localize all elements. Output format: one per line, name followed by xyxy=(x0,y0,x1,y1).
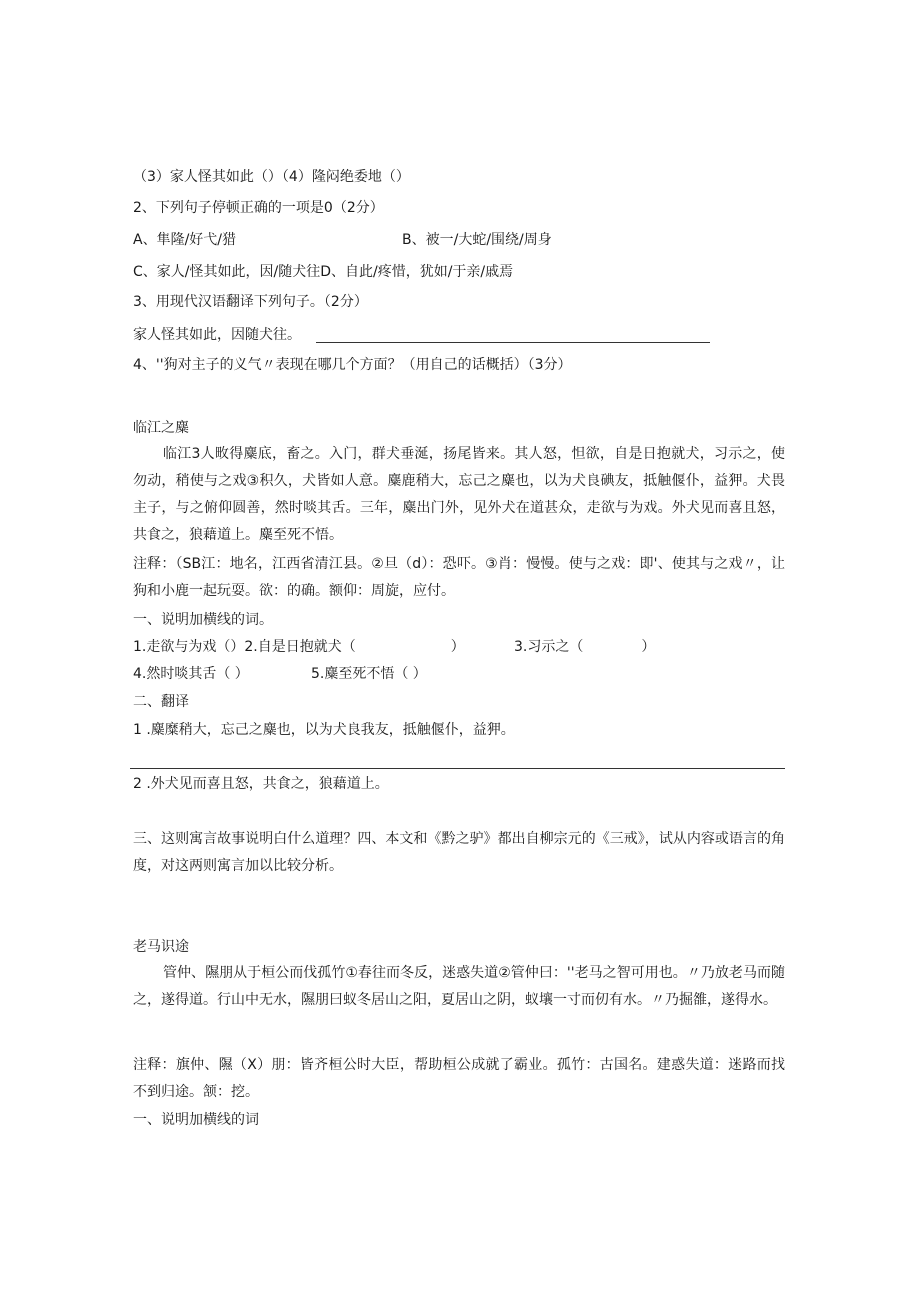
annotation-linjiang: 注释：（SB江：地名，江西省清江县。②旦（d）：恐吓。③肖：慢慢。使与之戏：即'、使其与之戏〃，让狗和小鹿一起玩耍。欲：的确。额仰：周旋，应付。 xyxy=(133,556,785,599)
question-2-option-b: B、被一/大蛇/围绕/周身 xyxy=(402,232,552,248)
part1-heading-laoma: 一、说明加横线的词 xyxy=(133,1112,259,1128)
question-3-prompt: 3、用现代汉语翻译下列句子。（2分） xyxy=(133,294,368,310)
vocab-item-3-close: ） xyxy=(641,639,656,655)
question-2-prompt: 2、下列句子停顿正确的一项是0（2分） xyxy=(133,200,384,216)
vocab-item-2-close: ） xyxy=(450,639,465,655)
questions-3-4: 三、这则寓言故事说明白什么道理？四、本文和《黔之驴》都出自柳宗元的《三戒》，试从内容或语言的角度，对这两则寓言加以比较分析。 xyxy=(133,831,785,874)
part2-heading-translate: 二、翻译 xyxy=(133,694,189,710)
vocab-item-1: 1.走欲与为戏（） xyxy=(133,639,245,655)
passage-laoma: 管仲、隰朋从于桓公而伐孤竹①春往而冬反，迷惑失道②管仲曰：''老马之智可用也。〃乃放老马而随之，遂得道。行山中无水，隰朋曰蚁冬居山之阳，夏居山之阴，蚁壤一寸而仞有水。〃乃掘雒，遂得水。 xyxy=(133,965,785,1008)
vocab-item-3 xyxy=(514,637,655,657)
vocab-item-4: 4.然时啖其舌（ ） xyxy=(133,666,249,682)
question-2-option-a: A、隼隆/好弋/猎 xyxy=(133,232,237,248)
vocab-item-3-open: 3.习示之（ xyxy=(514,639,584,655)
question-4-prompt: 4、''狗对主子的义气〃表现在哪几个方面？（用自己的话概括）（3分） xyxy=(133,357,572,373)
annotation-laoma: 注释：旗仲、隰（X）朋：皆齐桓公时大臣，帮助桓公成就了霸业。孤竹：古国名。建惑失道：迷路而找不到归途。颔：挖。 xyxy=(133,1057,785,1100)
question-items-3-4: （3）家人怪其如此（）（4）隆闷绝委地（） xyxy=(133,169,410,185)
question-2-options-c-d: C、家人/怪其如此，因/随犬往D、自此/疼惜，犹如/于亲/戚焉 xyxy=(133,264,514,280)
translate-item-2: 2 .外犬见而喜且怒，共食之，狼藉道上。 xyxy=(133,776,389,792)
passage-linjiang: 临江3人畋得麋底，畜之。入门，群犬垂涎，扬尾皆来。其人怒，怛欲，自是日抱就犬，习示之，使勿动，稍使与之戏③积久，犬皆如人意。麋鹿稍大，忘己之麋也，以为犬良碘友，抵触偃仆，益狎。犬畏主子，与之俯仰圆善，然时啖其舌。三年，麋出门外，见外犬在道甚众，走欲与为戏。外犬见而喜且怒，共食之，狼藉道上。麋至死不悟。 xyxy=(133,446,785,543)
passage-title-linjiang: 临江之麋 xyxy=(133,420,189,436)
passage-title-laoma: 老马识途 xyxy=(133,939,189,955)
translate-item-1: 1 .麋糜稍大，忘己之麋也，以为犬良我友，抵触偃仆，益狎。 xyxy=(133,722,515,738)
question-3-sentence: 家人怪其如此，因随犬往。 xyxy=(133,327,301,343)
vocab-item-5: 5.麋至死不悟（ ） xyxy=(311,666,427,682)
answer-line-translate-1[interactable] xyxy=(130,768,785,769)
vocab-items-1-2 xyxy=(133,637,465,657)
part1-heading-linjiang: 一、说明加横线的词。 xyxy=(133,612,273,628)
vocab-item-2-open: 2.自是日抱就犬（ xyxy=(244,639,356,655)
answer-line-q3[interactable] xyxy=(316,342,710,343)
